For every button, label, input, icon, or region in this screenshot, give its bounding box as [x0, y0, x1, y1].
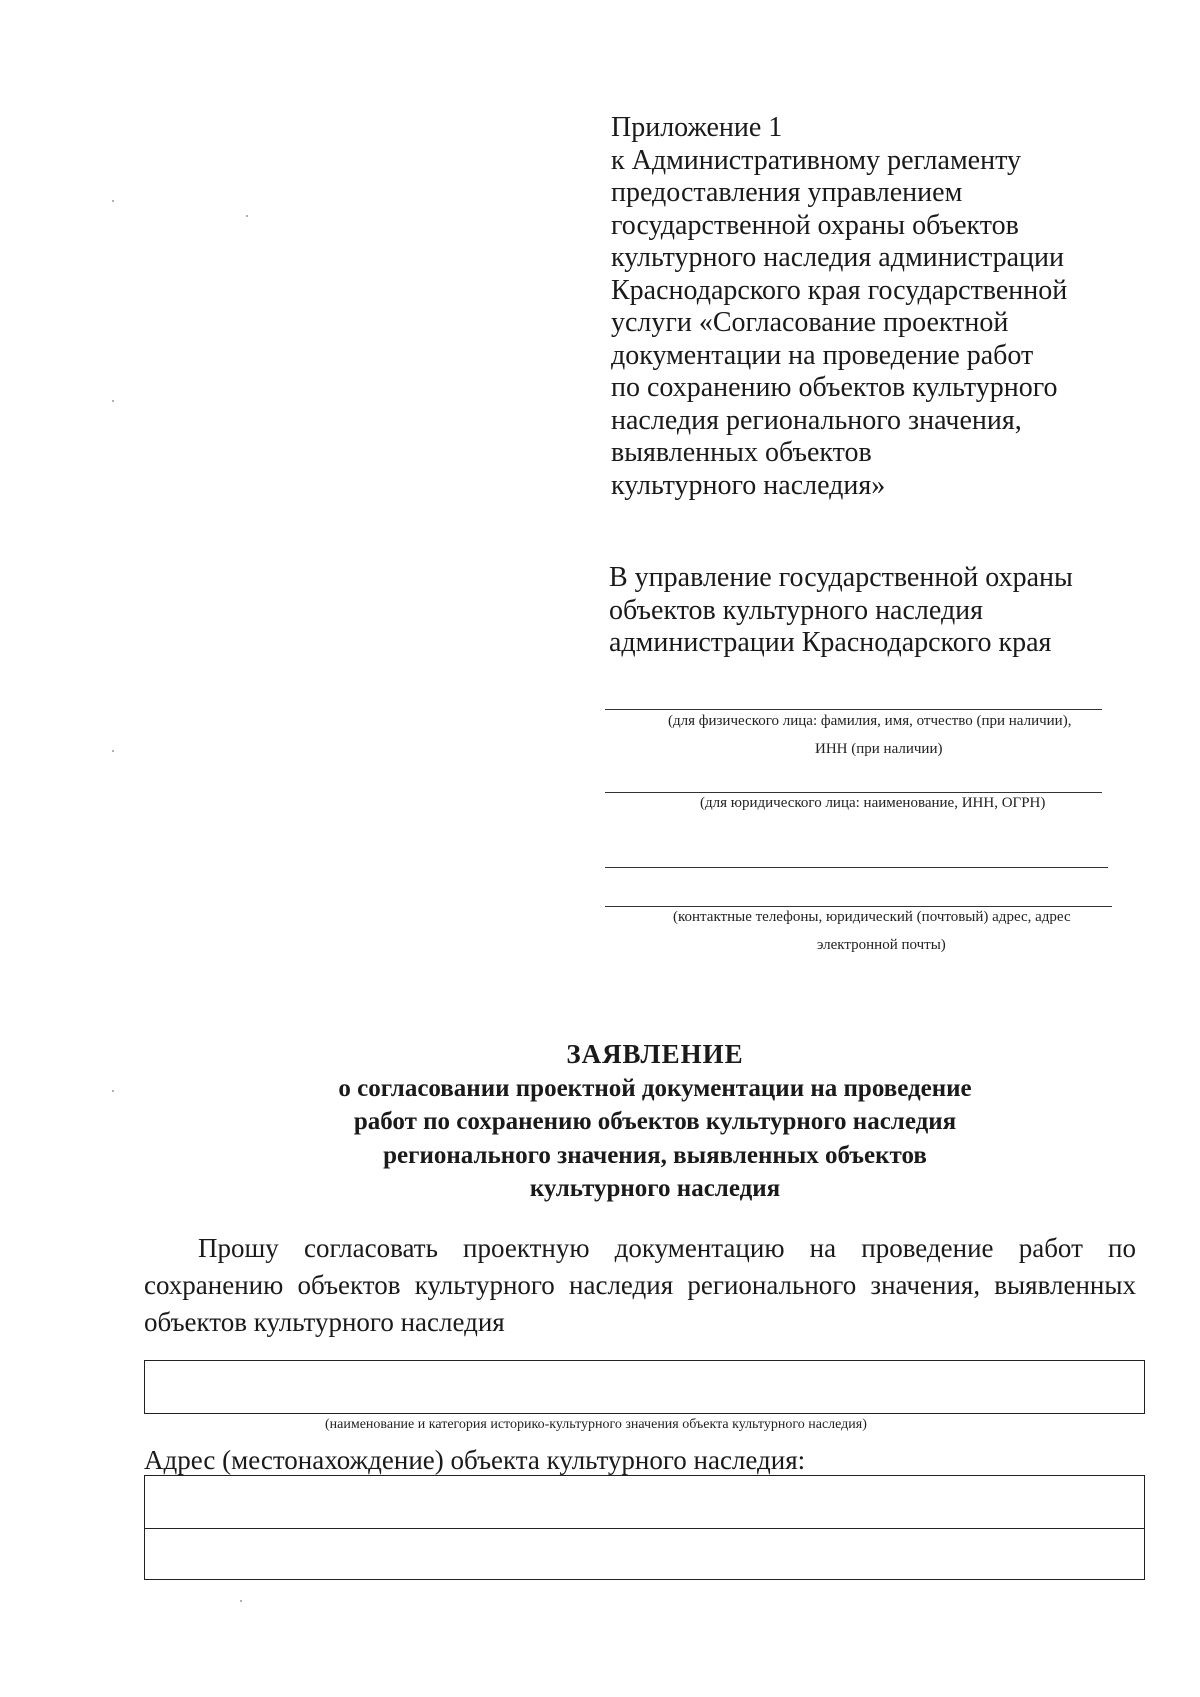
- appendix-line: предоставления управлением: [611, 177, 963, 208]
- address-label: Адрес (местонахождение) объекта культурного наследия:: [144, 1445, 806, 1475]
- appendix-line: выявленных объектов: [611, 437, 872, 468]
- appendix-header: [611, 112, 1131, 502]
- appendix-line: Краснодарского края государственной: [611, 274, 1068, 306]
- contacts-field-line-1[interactable]: [605, 867, 1108, 868]
- recipient-line: объектов культурного наследия: [609, 594, 984, 626]
- statement-subtitle-line: культурного наследия: [529, 1175, 781, 1202]
- individual-applicant-field[interactable]: [605, 709, 1102, 710]
- appendix-line: документации на проведение работ: [611, 339, 1034, 371]
- scan-mark: [112, 1090, 114, 1092]
- recipient-line: администрации Краснодарского края: [609, 627, 1052, 658]
- statement-body: [144, 1230, 1136, 1341]
- appendix-line: услуги «Согласование проектной: [611, 307, 1009, 338]
- legal-applicant-field[interactable]: [605, 792, 1102, 793]
- contacts-caption: (контактные телефоны, юридический (почтовый) адрес, адрес: [673, 909, 1071, 925]
- appendix-line: по сохранению объектов культурного: [611, 372, 1058, 403]
- appendix-line: культурного наследия»: [611, 469, 886, 501]
- scan-mark: [112, 750, 114, 752]
- recipient-block: [609, 562, 1129, 660]
- scan-mark: [112, 200, 114, 202]
- statement-subtitle-line: работ по сохранению объектов культурного наследия: [353, 1108, 957, 1135]
- statement-subtitle-line: регионального значения, выявленных объектов: [383, 1141, 927, 1169]
- object-name-field[interactable]: [144, 1360, 1145, 1414]
- appendix-line: культурного наследия администрации: [611, 242, 1065, 273]
- legal-applicant-caption: (для юридического лица: наименование, ИНН, ОГРН): [700, 795, 1046, 811]
- statement-body-text: Прошу согласовать проектную документацию на проведение работ по сохранению объектов культурного наследия регионального значения, выявленных объектов культурного наследия: [144, 1233, 1136, 1337]
- scan-mark: [240, 1600, 242, 1602]
- object-name-caption: (наименование и категория историко-культурного значения объекта культурного наследия): [325, 1417, 867, 1432]
- individual-applicant-caption-2: ИНН (при наличии): [815, 741, 943, 757]
- appendix-line: государственной охраны объектов: [611, 209, 1019, 241]
- appendix-line: наследия регионального значения,: [611, 404, 1022, 436]
- contacts-field-line-2[interactable]: [605, 906, 1112, 907]
- statement-subtitle-line: о согласовании проектной документации на проведение: [338, 1074, 972, 1102]
- recipient-line: В управление государственной охраны: [609, 562, 1073, 593]
- scan-mark: [112, 400, 114, 402]
- statement-title: ЗАЯВЛЕНИЕ: [566, 1039, 744, 1069]
- statement-title-block: [140, 1038, 1170, 1206]
- individual-applicant-caption: (для физического лица: фамилия, имя, отчество (при наличии),: [668, 713, 1072, 729]
- appendix-line: Приложение 1: [611, 112, 783, 143]
- address-field[interactable]: [144, 1475, 1145, 1580]
- appendix-line: к Административному регламенту: [611, 144, 1021, 176]
- contacts-caption-2: электронной почты): [817, 937, 946, 953]
- scan-mark: [246, 215, 248, 217]
